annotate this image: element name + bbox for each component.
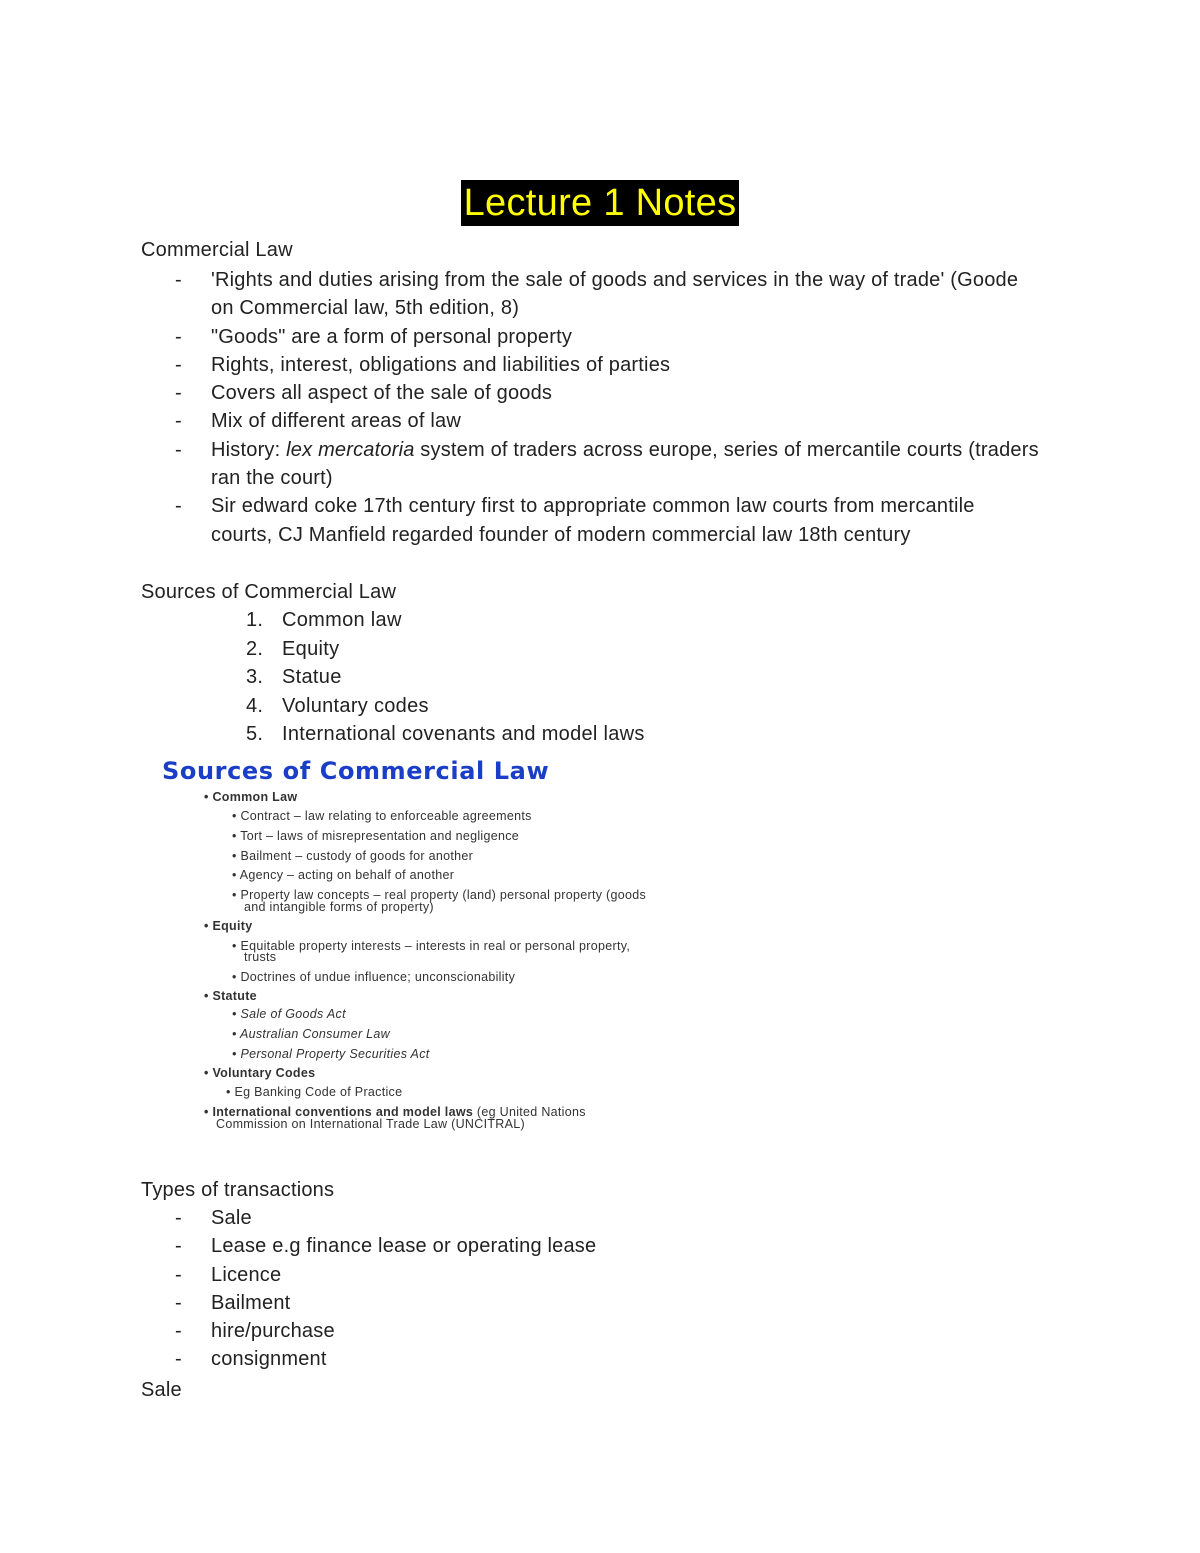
number-marker: 1. (246, 609, 264, 631)
item-text: Lease e.g finance lease or operating lease (211, 1235, 597, 1258)
list-item (141, 1232, 1041, 1260)
item-text-italic: lex mercatoria (286, 438, 415, 461)
item-text: Sale (211, 1207, 252, 1229)
title-block (0, 180, 1200, 226)
list-item (141, 1204, 1041, 1232)
number-marker: 4. (246, 694, 264, 717)
list-item (141, 492, 1041, 549)
list-item (141, 379, 1041, 407)
dash-marker: - (175, 353, 182, 376)
sources-list (246, 606, 946, 749)
slide-international-2: Commission on International Trade Law (UNCITRAL) (216, 1117, 525, 1131)
slide-equity: • Equity (204, 919, 253, 933)
number-marker: 3. (246, 666, 264, 689)
item-text-suffix: system of traders across europe, series of mercantile courts (traders ran the court) (211, 438, 1039, 490)
slide-title: Sources of Commercial Law (162, 757, 550, 785)
commercial-law-heading: Commercial Law (141, 239, 293, 261)
slide-voluntary: • Voluntary Codes (204, 1066, 316, 1080)
item-text: hire/purchase (211, 1320, 335, 1343)
list-item (141, 407, 1041, 435)
transactions-list (141, 1204, 1041, 1374)
list-item (141, 436, 1041, 493)
item-text: Statue (282, 666, 342, 689)
sale-heading: Sale (141, 1379, 182, 1401)
item-text: Licence (211, 1263, 282, 1286)
dash-marker: - (175, 1235, 182, 1258)
slide-property-1: • Property law concepts – real property (land) personal property (goods (232, 888, 647, 902)
slide-tort: • Tort – laws of misrepresentation and negligence (232, 829, 520, 843)
dash-marker: - (175, 1207, 182, 1229)
dash-marker: - (175, 269, 182, 291)
dash-marker: - (175, 1263, 182, 1286)
item-text: Bailment (211, 1291, 291, 1314)
slide-banking: • Eg Banking Code of Practice (226, 1085, 403, 1099)
dash-marker: - (175, 1320, 182, 1343)
dash-marker: - (175, 325, 182, 348)
dash-marker: - (175, 410, 182, 433)
commercial-law-list (141, 266, 1041, 549)
slide-equitable-1: • Equitable property interests – interests in real or personal property, (232, 939, 631, 953)
slide-statute: • Statute (204, 989, 257, 1003)
list-item (246, 663, 946, 692)
dash-marker: - (175, 382, 182, 405)
list-item (141, 323, 1041, 351)
list-item (246, 606, 946, 635)
item-text: Mix of different areas of law (211, 410, 461, 433)
dash-marker: - (175, 495, 182, 518)
number-marker: 5. (246, 723, 264, 746)
slide-contract: • Contract – law relating to enforceable agreements (232, 809, 532, 823)
item-text: Rights, interest, obligations and liabilities of parties (211, 353, 671, 376)
item-text: Common law (282, 609, 402, 631)
page-title: Lecture 1 Notes (461, 180, 740, 226)
item-text: Equity (282, 637, 340, 660)
dash-marker: - (175, 1291, 182, 1314)
transactions-heading: Types of transactions (141, 1179, 335, 1201)
slide-common-law: • Common Law (204, 790, 298, 804)
slide-intl-bold: • International conventions and model laws (204, 1105, 474, 1119)
list-item (141, 1345, 1041, 1373)
list-item (141, 351, 1041, 379)
item-text-prefix: History: (211, 438, 287, 461)
slide-property-2: and intangible forms of property) (244, 900, 434, 914)
slide-equitable-2: trusts (244, 950, 277, 964)
item-text: Covers all aspect of the sale of goods (211, 382, 553, 405)
number-marker: 2. (246, 637, 264, 660)
list-item (141, 1261, 1041, 1289)
item-text: consignment (211, 1348, 327, 1371)
slide-intl-rest: (eg United Nations (473, 1105, 586, 1119)
slide-ppsa: • Personal Property Securities Act (232, 1047, 430, 1061)
item-text: Sir edward coke 17th century first to appropriate common law courts from mercantile courts, CJ Manfield regarded founder of modern commercial law 18th century (211, 495, 975, 546)
list-item (141, 1289, 1041, 1317)
slide-agency: • Agency – acting on behalf of another (232, 868, 455, 882)
item-text: 'Rights and duties arising from the sale of goods and services in the way of trade' (Goode on Commercial law, 5th edition, 8) (211, 269, 1019, 320)
dash-marker: - (175, 438, 182, 461)
list-item (246, 635, 946, 664)
slide-bailment: • Bailment – custody of goods for another (232, 849, 474, 863)
item-text: International covenants and model laws (282, 723, 645, 746)
list-item (141, 1317, 1041, 1345)
dash-marker: - (175, 1348, 182, 1371)
slide-acl: • Australian Consumer Law (232, 1027, 391, 1041)
item-text: Voluntary codes (282, 694, 429, 717)
item-text: "Goods" are a form of personal property (211, 325, 573, 348)
list-item (246, 692, 946, 721)
list-item (141, 266, 1041, 323)
sources-heading: Sources of Commercial Law (141, 581, 397, 603)
slide-doctrines: • Doctrines of undue influence; unconscionability (232, 970, 516, 984)
embedded-slide-image (140, 755, 790, 1135)
slide-sale-of-goods: • Sale of Goods Act (232, 1007, 346, 1021)
list-item (246, 720, 946, 749)
